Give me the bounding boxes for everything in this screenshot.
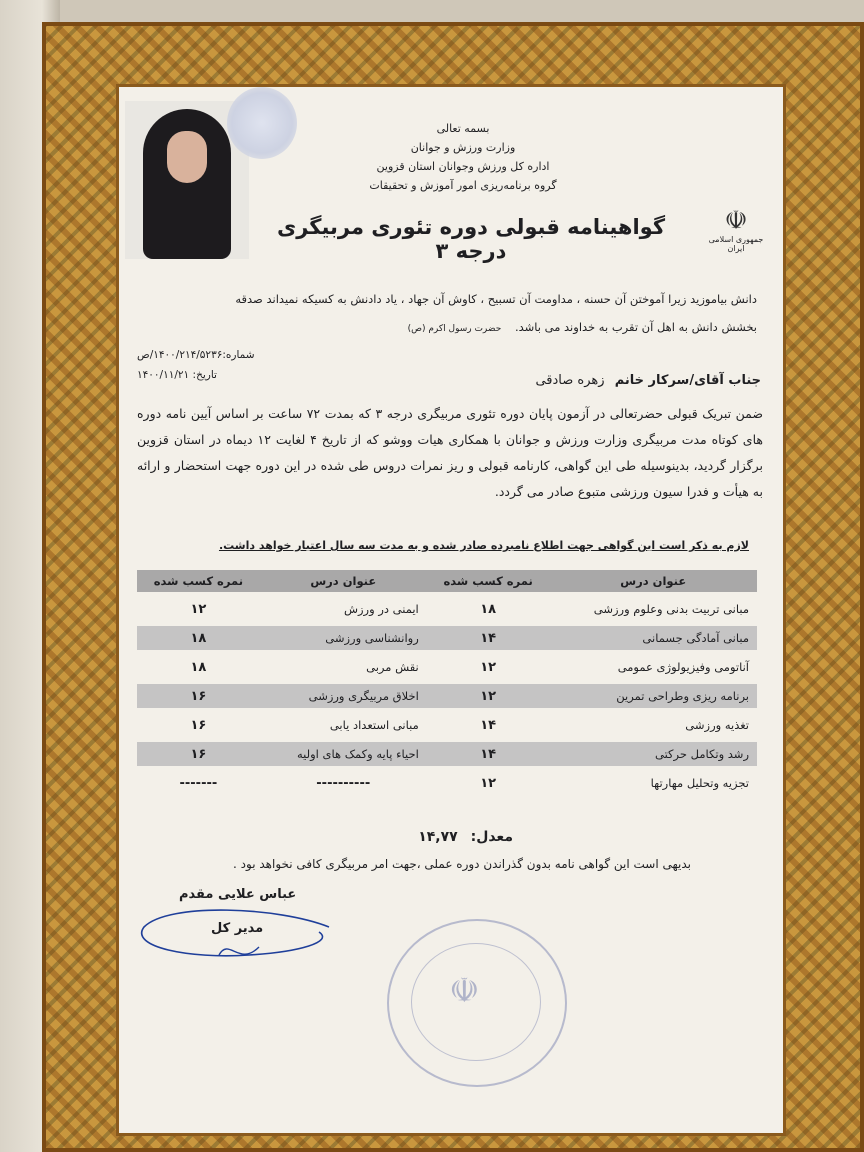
course-score: ۱۸ xyxy=(190,659,207,675)
quote-attribution: حضرت رسول اکرم (ص) xyxy=(407,324,502,334)
letter-date: تاریخ: ۱۴۰۰/۱۱/۲۱ xyxy=(137,369,217,381)
average-value: ۱۴,۷۷ xyxy=(418,829,458,845)
course-title: رشد وتکامل حرکتی xyxy=(550,742,758,766)
footer-note: بدیهی است این گواهی نامه بدون گذراندن دوره عملی ،جهت امر مربیگری کافی نخواهد بود . xyxy=(233,857,691,871)
iran-emblem-icon: ☫ xyxy=(724,206,748,236)
table-row xyxy=(137,597,757,621)
table-row xyxy=(137,771,757,795)
course-title: تجزیه وتحلیل مهارتها xyxy=(650,776,749,790)
quote-text: بخشش دانش به اهل آن تقرب به خداوند می باشد. xyxy=(514,320,757,334)
quote-line-2 xyxy=(139,319,757,337)
certificate-paper xyxy=(116,84,786,1136)
course-title: تغذیه ورزشی xyxy=(685,718,749,732)
course-score: ۱۲ xyxy=(480,775,497,791)
body-paragraph: ضمن تبریک قبولی حضرتعالی در آزمون پایان دوره تئوری مربیگری درجه ۳ که بمدت ۷۲ ساعت بر اساس آیین نامه دوره های کوتاه مدت مربیگری وزارت ورزش و جوانان با همکاری هیات ووشو که از تاریخ ۴ لغایت ۱۲ دیماه در استان قزوین برگزار گردید، بدینوسیله طی این گواهی، کارنامه قبولی و ریز نمرات دروس طی شده در این دوره جهت استحضار و ارائه به هیأت و فدرا سیون ورزشی متبوع صادر می گردد. xyxy=(137,406,764,499)
header-line: وزارت ورزش و جوانان xyxy=(410,141,516,154)
course-score: ۱۲ xyxy=(427,684,550,708)
recipient-name: زهره صادقی xyxy=(535,373,605,388)
course-score: ۱۲ xyxy=(480,659,497,675)
course-title: روانشناسی ورزشی xyxy=(260,626,427,650)
emblem xyxy=(707,207,765,253)
header-score: نمره کسب شده xyxy=(137,570,260,592)
quote-line-1: دانش بیاموزید زیرا آموختن آن حسنه ، مداومت آن تسبیح ، کاوش آن جهاد ، یاد دادنش به کسیکه نمیداند صدقه xyxy=(235,292,757,306)
certificate-title: گواهینامه قبولی دوره تئوری مربیگری درجه ۳ xyxy=(276,215,666,263)
header-line: بسمه تعالی xyxy=(436,122,490,135)
course-title: آناتومی وفیزیولوژی عمومی xyxy=(617,660,749,674)
course-title: مبانی آمادگی جسمانی xyxy=(550,626,758,650)
table-row xyxy=(137,713,757,737)
validity-note: لازم به ذکر است این گواهی جهت اطلاع نامبرده صادر شده و به مدت سه سال اعتبار خواهد داشت. xyxy=(218,539,749,552)
course-title: ایمنی در ورزش xyxy=(343,602,419,616)
course-title: نقش مربی xyxy=(366,660,419,674)
header-line: اداره کل ورزش وجوانان استان قزوین xyxy=(376,160,550,173)
course-title: اخلاق مربیگری ورزشی xyxy=(260,684,427,708)
course-score: ۱۶ xyxy=(137,742,260,766)
header-line: گروه برنامه‌ریزی امور آموزش و تحقیقات xyxy=(369,179,557,192)
course-title: مبانی استعداد یابی xyxy=(329,718,419,732)
course-score: ۱۶ xyxy=(137,684,260,708)
course-score: ۱۴ xyxy=(427,742,550,766)
course-score: ۱۸ xyxy=(137,626,260,650)
table-row xyxy=(137,684,757,708)
hologram-seal xyxy=(227,87,297,159)
course-score: ۱۴ xyxy=(480,717,497,733)
table-row xyxy=(137,626,757,650)
header-block xyxy=(343,119,583,195)
signatory-role: مدیر کل xyxy=(211,921,264,936)
average xyxy=(418,829,521,845)
course-title: ---------- xyxy=(316,775,371,791)
signatory-name: عباس علایی مقدم xyxy=(179,887,297,902)
course-score: ۱۸ xyxy=(480,601,497,617)
course-title: مبانی تربیت بدنی وعلوم ورزشی xyxy=(593,602,749,616)
table-row xyxy=(137,655,757,679)
course-score: ------- xyxy=(179,775,218,791)
course-title: احیاء پایه وکمک های اولیه xyxy=(260,742,427,766)
course-score: ۱۴ xyxy=(427,626,550,650)
average-label: معدل: xyxy=(470,829,513,845)
table-row xyxy=(137,742,757,766)
stamp-emblem-icon: ☫ xyxy=(449,971,480,1011)
header-course-title: عنوان درس xyxy=(550,570,758,592)
grades-table xyxy=(137,565,757,800)
salutation: جناب آقای/سرکار خانم xyxy=(614,373,761,388)
photo-face-shape xyxy=(167,131,207,183)
course-score: ۱۶ xyxy=(190,717,207,733)
emblem-caption: جمهوری اسلامی ایران xyxy=(708,235,764,253)
official-stamp xyxy=(387,919,567,1087)
course-score: ۱۲ xyxy=(190,601,207,617)
table-header-row xyxy=(137,570,757,592)
letter-number: شماره:۱۴۰۰/۲۱۴/۵۲۳۶/ص xyxy=(137,349,255,361)
header-course-title: عنوان درس xyxy=(260,570,427,592)
course-title: برنامه ریزی وطراحی تمرین xyxy=(550,684,758,708)
recipient-line xyxy=(535,373,761,388)
header-score: نمره کسب شده xyxy=(427,570,550,592)
